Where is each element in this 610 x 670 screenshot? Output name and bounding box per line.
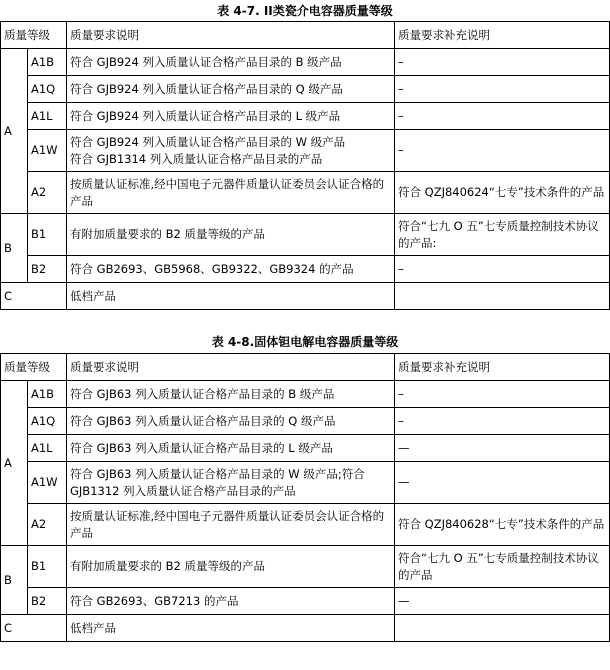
table-row (1, 546, 610, 588)
sub-grade-cell: A1B (28, 49, 67, 76)
supplement-cell: – (395, 103, 610, 130)
supplement-cell: — (395, 462, 610, 504)
requirement-cell: 符合 GB2693、GB7213 的产品 (67, 588, 395, 615)
grade-cell: A (1, 49, 28, 214)
table-4-8 (0, 353, 610, 642)
sub-grade-cell: A1W (28, 130, 67, 172)
table-row (1, 283, 610, 310)
table-row (1, 103, 610, 130)
supplement-cell: 符合 QZJ840624“七专”技术条件的产品 (395, 172, 610, 214)
table-row (1, 381, 610, 408)
table-row (1, 435, 610, 462)
header-supplement: 质量要求补充说明 (395, 354, 610, 381)
supplement-cell: — (395, 588, 610, 615)
requirement-cell: 符合 GJB63 列入质量认证合格产品目录的 B 级产品 (67, 381, 395, 408)
requirement-cell: 符合 GB2693、GB5968、GB9322、GB9324 的产品 (67, 256, 395, 283)
sub-grade-cell: A2 (28, 172, 67, 214)
requirement-cell: 有附加质量要求的 B2 质量等级的产品 (67, 214, 395, 256)
sub-grade-cell: A2 (28, 504, 67, 546)
header-supplement: 质量要求补充说明 (395, 22, 610, 49)
supplement-cell: 符合“七九 O 五”七专质量控制技术协议的产品: (395, 214, 610, 256)
table-row (1, 49, 610, 76)
table-header-row (1, 22, 610, 49)
requirement-cell: 符合 GJB924 列入质量认证合格产品目录的 L 级产品 (67, 103, 395, 130)
table-4-7-title: 表 4-7. II类瓷介电容器质量等级 (217, 4, 393, 18)
supplement-cell: 符合 QZJ840628“七专”技术条件的产品 (395, 504, 610, 546)
header-grade: 质量等级 (1, 354, 67, 381)
supplement-cell: — (395, 435, 610, 462)
requirement-cell: 符合 GJB63 列入质量认证合格产品目录的 L 级产品 (67, 435, 395, 462)
grade-cell: B (1, 214, 28, 283)
sub-grade-cell: A1Q (28, 76, 67, 103)
supplement-cell: – (395, 49, 610, 76)
sub-grade-cell: B2 (28, 588, 67, 615)
supplement-cell: 符合“七九 O 五”七专质量控制技术协议的产品 (395, 546, 610, 588)
sub-grade-cell: A1W (28, 462, 67, 504)
table-row (1, 462, 610, 504)
supplement-cell: – (395, 130, 610, 172)
sub-grade-cell: A1B (28, 381, 67, 408)
sub-grade-cell: B1 (28, 214, 67, 256)
table-row (1, 588, 610, 615)
requirement-cell: 符合 GJB924 列入质量认证合格产品目录的 B 级产品 (67, 49, 395, 76)
supplement-cell: – (395, 408, 610, 435)
table-row (1, 172, 610, 214)
table-row (1, 130, 610, 172)
requirement-cell: 有附加质量要求的 B2 质量等级的产品 (67, 546, 395, 588)
sub-grade-cell: A1L (28, 103, 67, 130)
requirement-cell: 符合 GJB63 列入质量认证合格产品目录的 W 级产品;符合 GJB1312 列入质量认证合格产品目录的产品 (67, 462, 395, 504)
supplement-cell (395, 283, 610, 310)
table-row (1, 76, 610, 103)
grade-cell: A (1, 381, 28, 546)
sub-grade-cell: A1L (28, 435, 67, 462)
table-row (1, 214, 610, 256)
requirement-cell: 低档产品 (67, 615, 395, 642)
supplement-cell (395, 615, 610, 642)
header-requirement: 质量要求说明 (67, 354, 395, 381)
requirement-cell: 按质量认证标准,经中国电子元器件质量认证委员会认证合格的产品 (67, 504, 395, 546)
table-row (1, 504, 610, 546)
header-grade: 质量等级 (1, 22, 67, 49)
sub-grade-cell: B2 (28, 256, 67, 283)
grade-cell: C (1, 615, 67, 642)
requirement-cell: 低档产品 (67, 283, 395, 310)
table-4-8-title: 表 4-8.固体钽电解电容器质量等级 (211, 335, 399, 349)
table-row (1, 615, 610, 642)
supplement-cell: – (395, 381, 610, 408)
header-requirement: 质量要求说明 (67, 22, 395, 49)
grade-cell: B (1, 546, 28, 615)
table-4-7 (0, 21, 610, 310)
table-row (1, 256, 610, 283)
requirement-cell: 按质量认证标准,经中国电子元器件质量认证委员会认证合格的产品 (67, 172, 395, 214)
requirement-cell: 符合 GJB924 列入质量认证合格产品目录的 W 级产品 符合 GJB1314 列入质量认证合格产品目录的产品 (67, 130, 395, 172)
requirement-cell: 符合 GJB63 列入质量认证合格产品目录的 Q 级产品 (67, 408, 395, 435)
requirement-cell: 符合 GJB924 列入质量认证合格产品目录的 Q 级产品 (67, 76, 395, 103)
supplement-cell: – (395, 256, 610, 283)
sub-grade-cell: A1Q (28, 408, 67, 435)
sub-grade-cell: B1 (28, 546, 67, 588)
table-row (1, 408, 610, 435)
supplement-cell: – (395, 76, 610, 103)
table-header-row (1, 354, 610, 381)
grade-cell: C (1, 283, 67, 310)
